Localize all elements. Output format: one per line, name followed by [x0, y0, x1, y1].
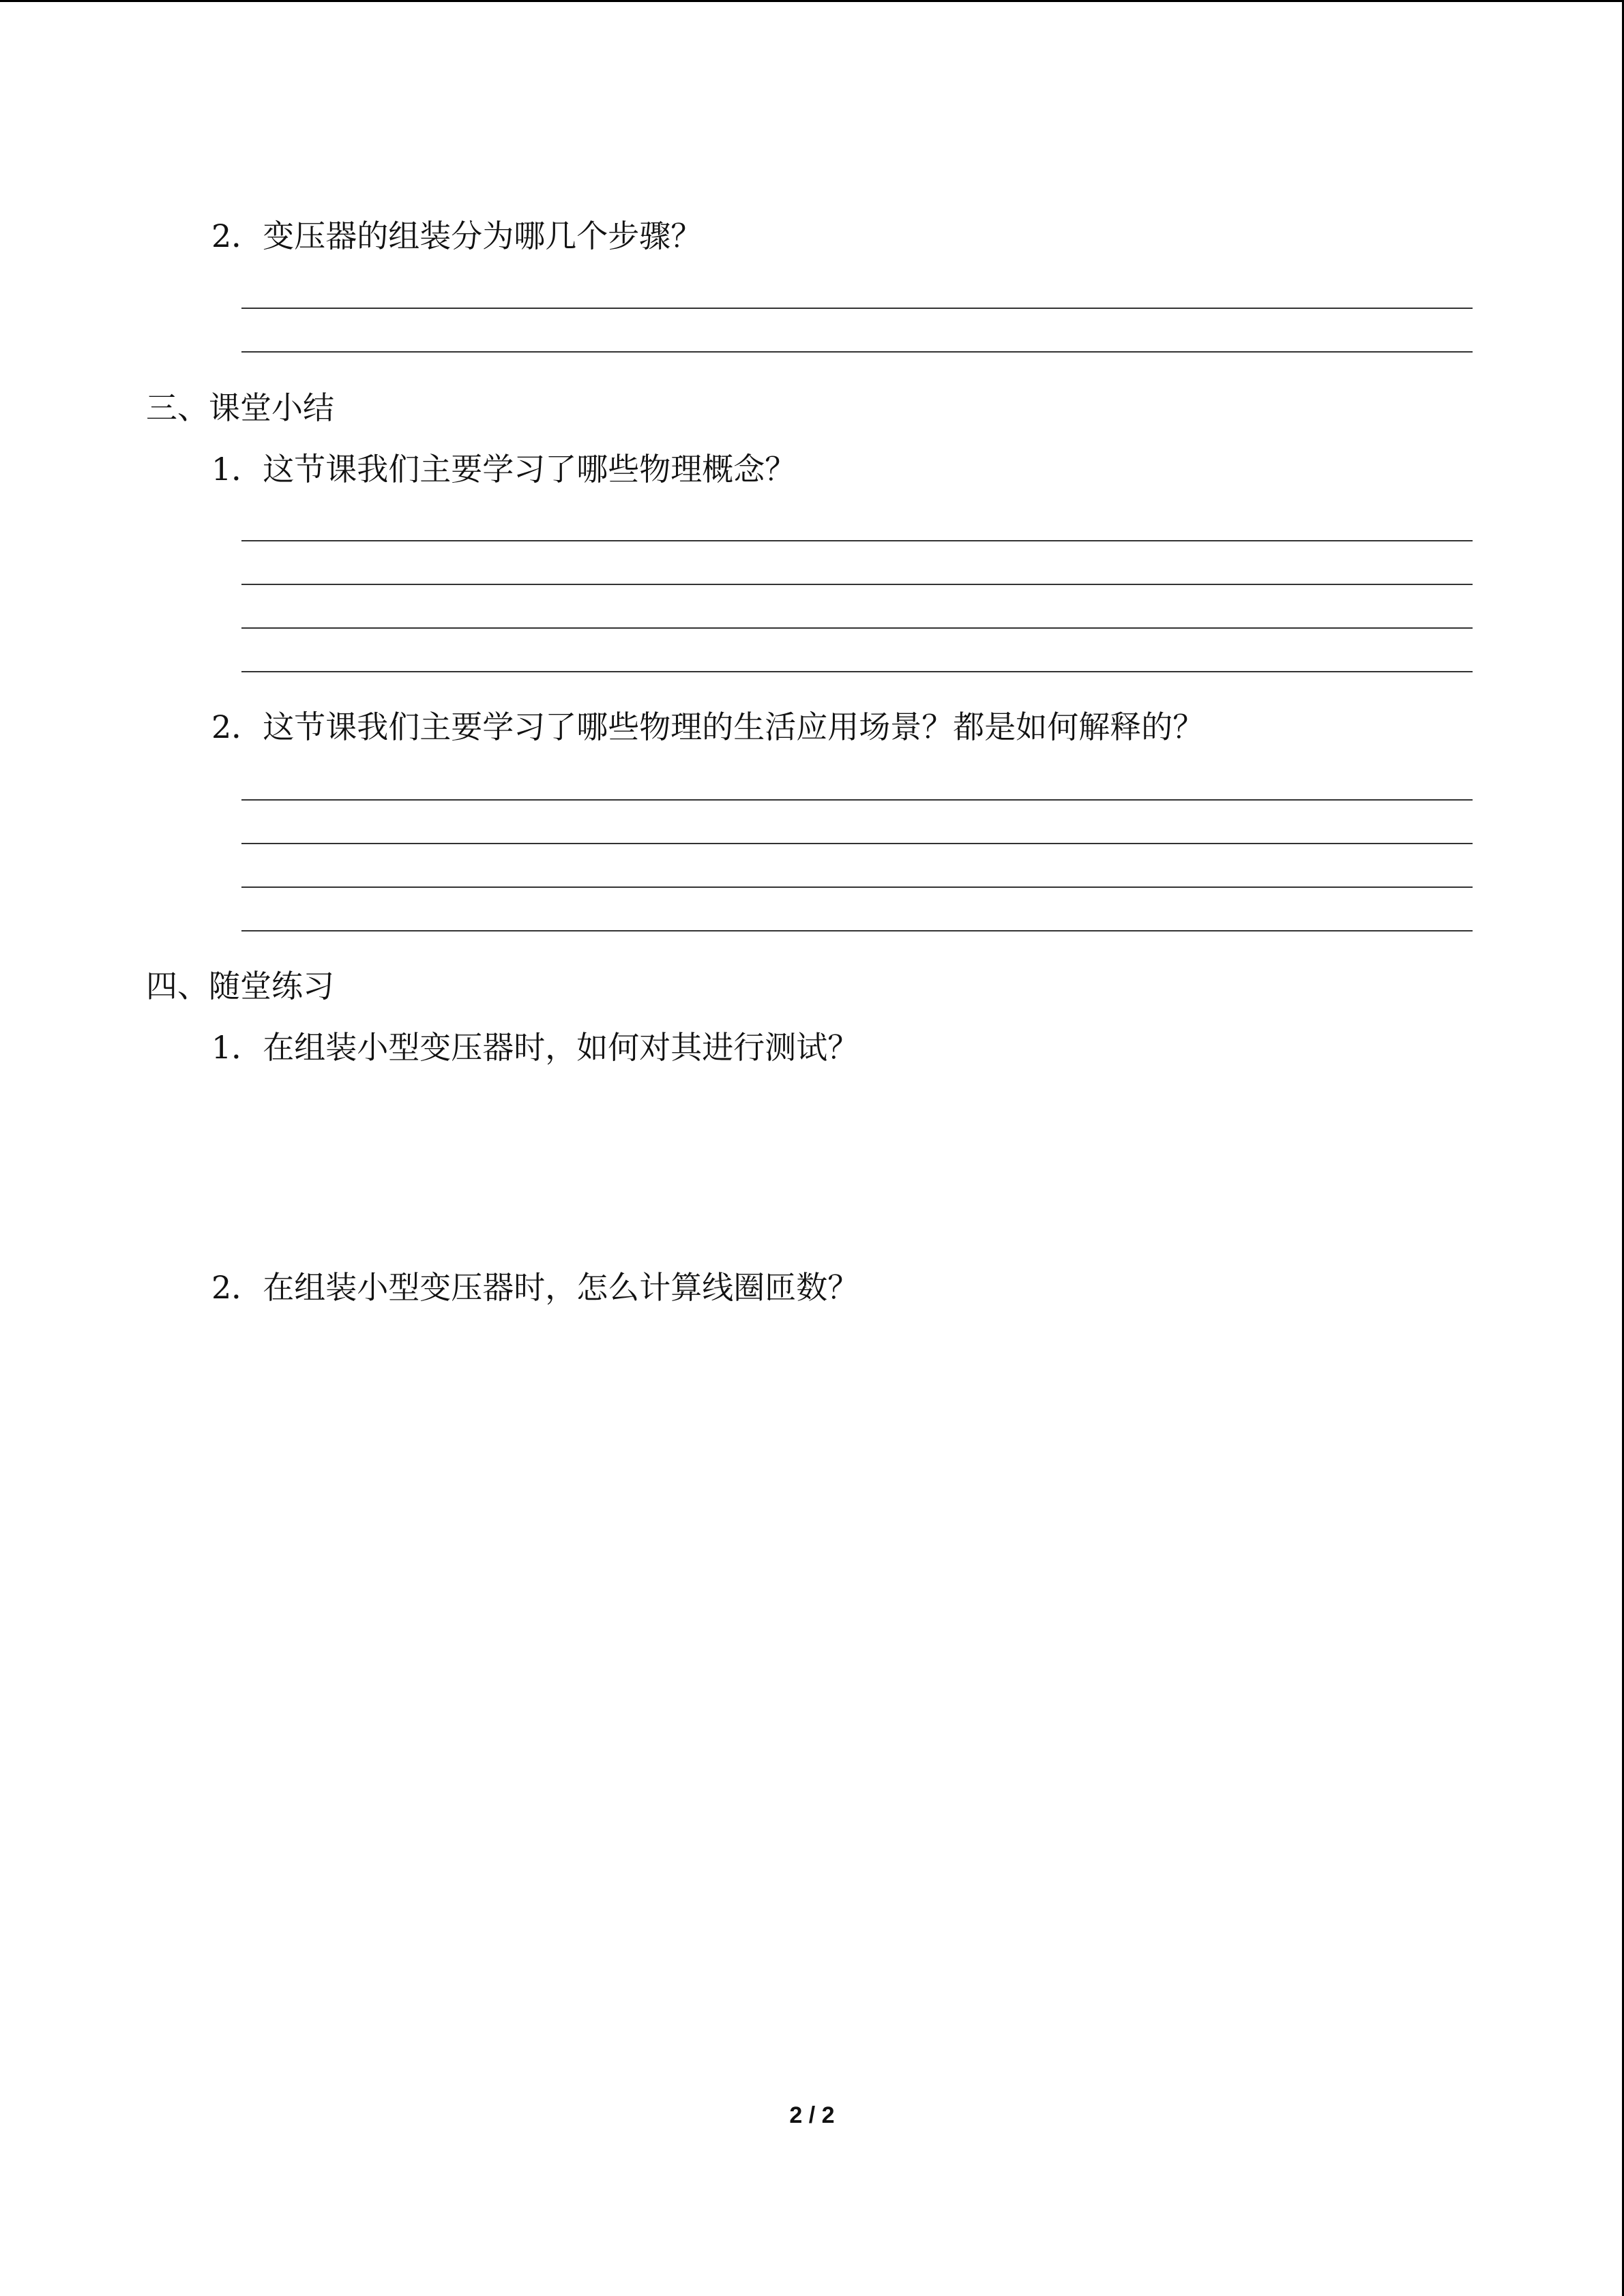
question-physics-concepts: 1．这节课我们主要学习了哪些物理概念？: [211, 451, 797, 488]
question-physics-applications: 2．这节课我们主要学习了哪些物理的生活应用场景？都是如何解释的？: [211, 709, 1205, 745]
question-transformer-assembly-steps: 2．变压器的组装分为哪几个步骤？: [211, 218, 703, 254]
answer-line[interactable]: [241, 799, 1473, 801]
answer-line[interactable]: [241, 843, 1473, 844]
page-number: 2 / 2: [789, 2102, 835, 2128]
question-transformer-testing: 1．在组装小型变压器时，如何对其进行测试？: [211, 1029, 859, 1066]
answer-line[interactable]: [241, 584, 1473, 585]
question-coil-turns: 2．在组装小型变压器时，怎么计算线圈匝数？: [211, 1269, 859, 1306]
answer-line[interactable]: [241, 671, 1473, 672]
section-heading-summary: 三、课堂小结: [146, 389, 334, 426]
answer-line[interactable]: [241, 930, 1473, 931]
answer-line[interactable]: [241, 540, 1473, 541]
answer-line[interactable]: [241, 886, 1473, 888]
page-frame-top: [0, 0, 1624, 2]
answer-line[interactable]: [241, 351, 1473, 353]
section-heading-practice: 四、随堂练习: [146, 968, 334, 1004]
answer-line[interactable]: [241, 308, 1473, 309]
answer-line[interactable]: [241, 627, 1473, 629]
